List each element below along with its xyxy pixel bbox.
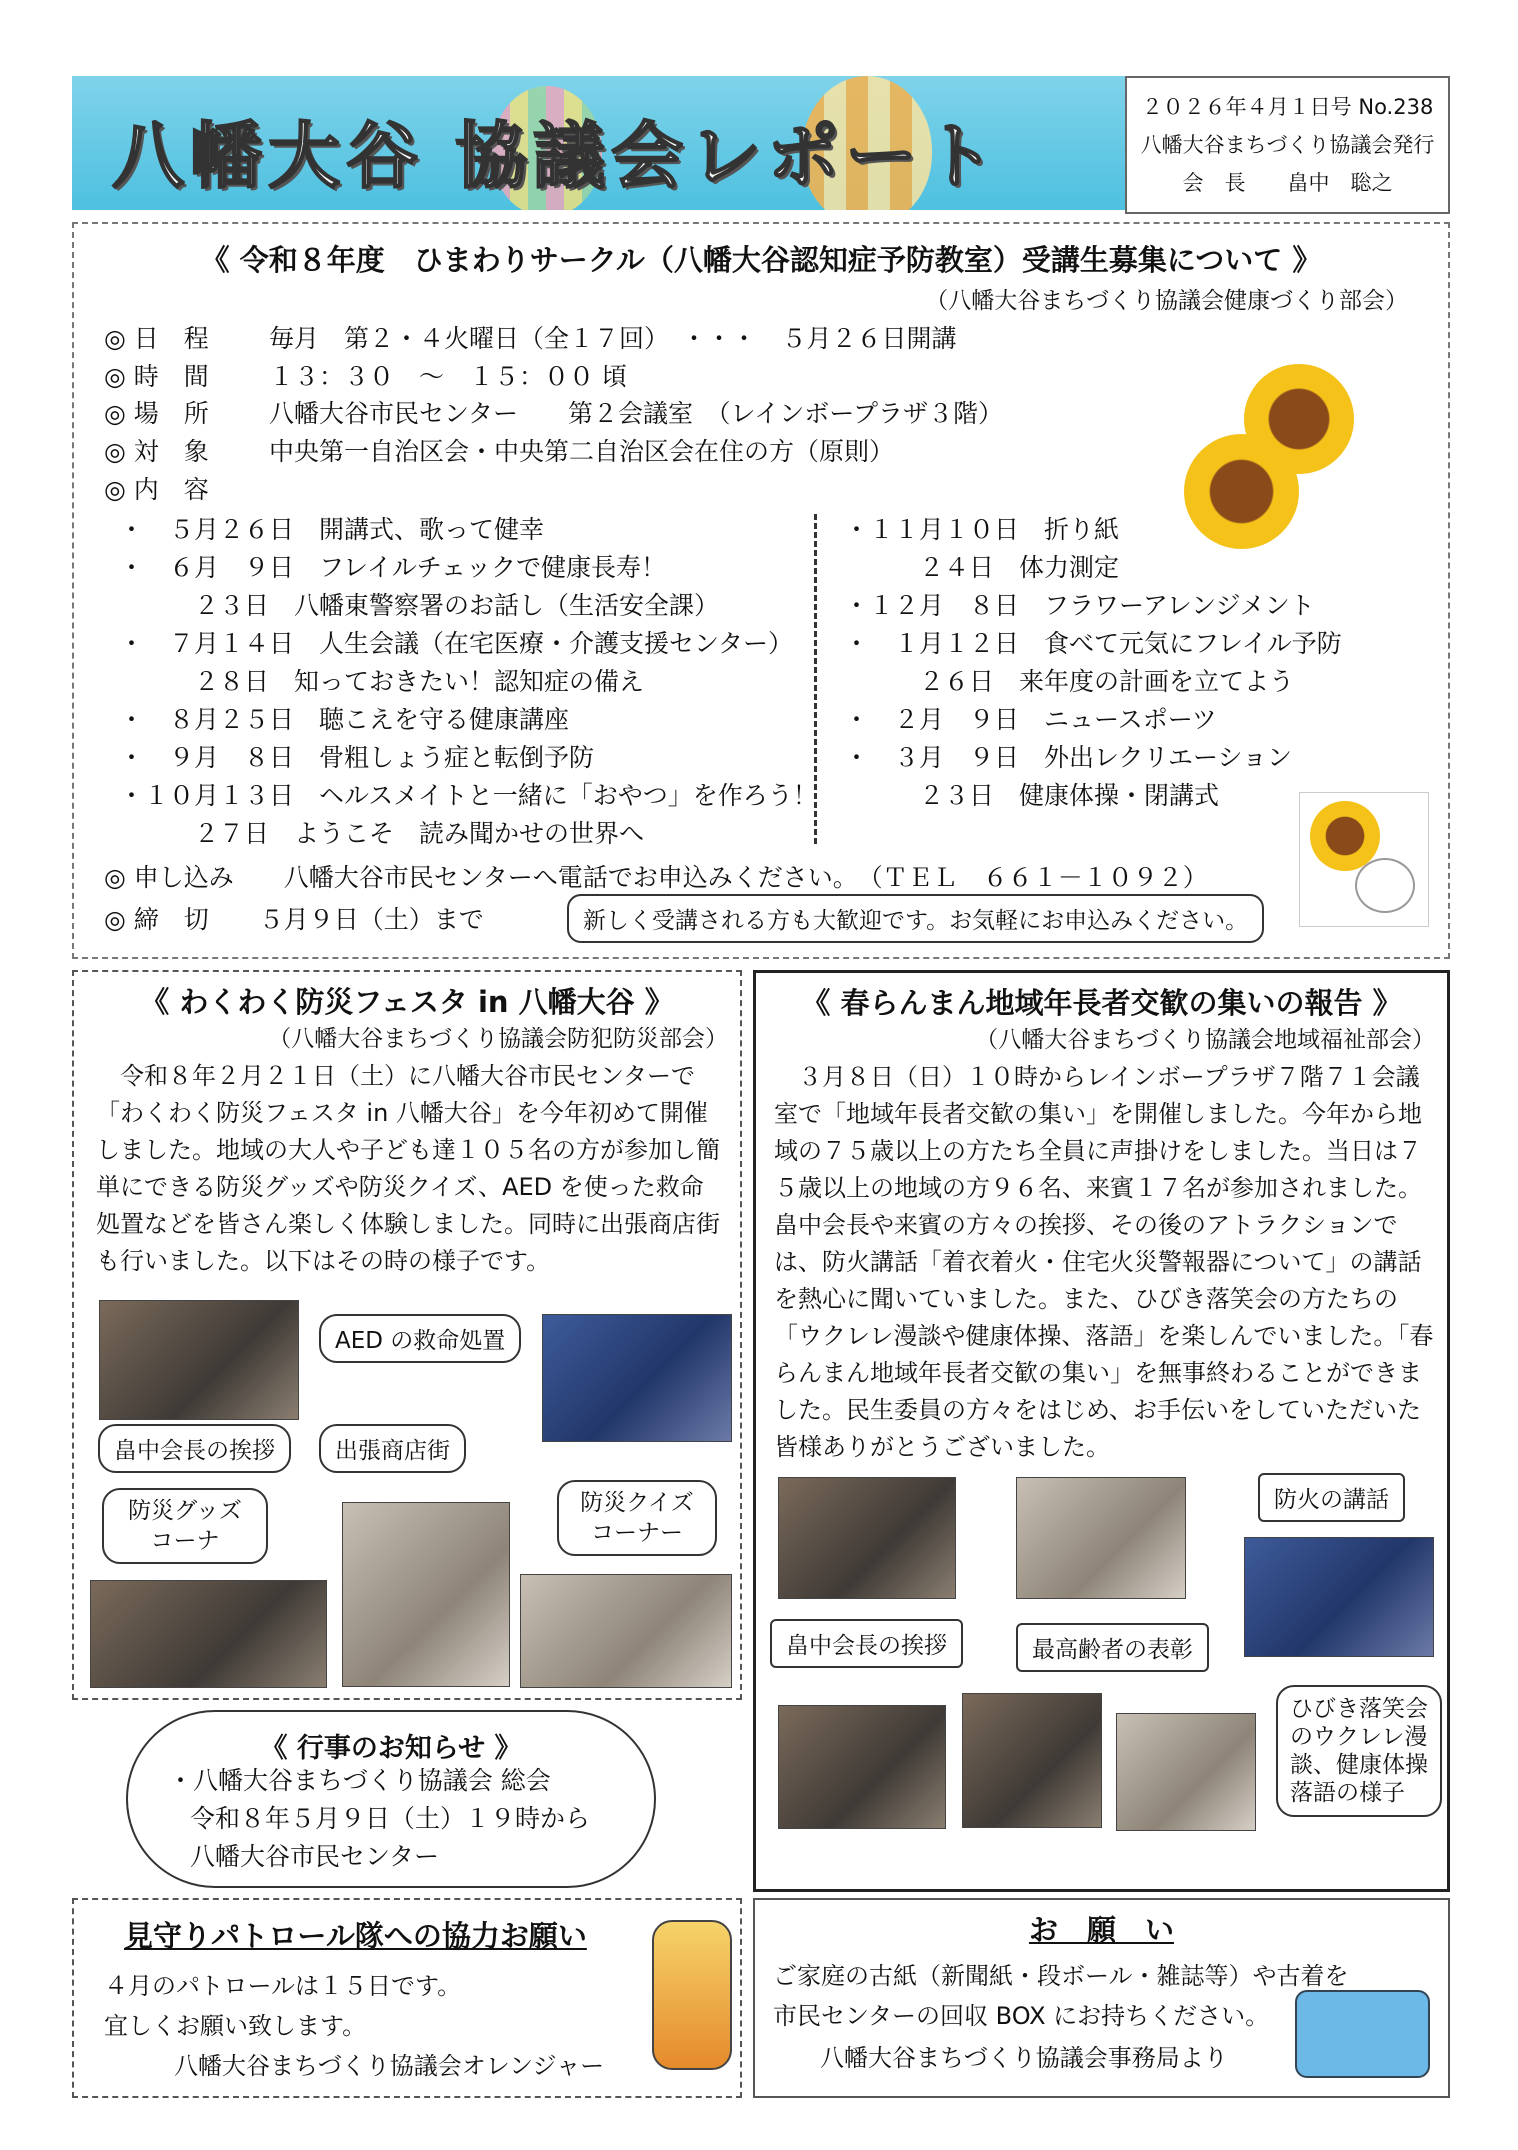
info-row: ◎ 時 間 １３：３０ ～ １５：００ 頃: [104, 361, 627, 391]
info-row: ◎ 内 容: [104, 474, 209, 504]
photo: [1244, 1537, 1434, 1657]
caption-bubble: ひびき落笑会 のウクレレ漫 談、健康体操 落語の様子: [1276, 1685, 1442, 1817]
section-title: 《 春らんまん地域年長者交歓の集いの報告 》: [801, 986, 1402, 1020]
section-dept: （八幡大谷まちづくり協議会地域福祉部会）: [975, 1027, 1435, 1053]
caption-box: 畠中会長の挨拶: [770, 1619, 963, 1668]
schedule-item: ・１２月 ８日 フラワーアレンジメント: [844, 591, 1315, 620]
schedule-item: ・１１月１０日 折り紙: [844, 515, 1120, 544]
caption-box: 防火の講話: [1258, 1473, 1405, 1522]
request-line: 八幡大谷まちづくり協議会事務局より: [820, 2044, 1228, 2072]
recycle-truck-icon: [1295, 1990, 1430, 2078]
publisher: 八幡大谷まちづくり協議会発行: [1140, 133, 1435, 157]
photo: [1116, 1713, 1256, 1831]
masthead-banner: [72, 76, 1125, 210]
event-line: 八幡大谷市民センター: [190, 1842, 440, 1871]
patrol-line: 八幡大谷まちづくり協議会オレンジャー: [174, 2052, 605, 2080]
sunflower-circle-section: [72, 222, 1450, 959]
schedule-item: ２３日 八幡東警察署のお話し（生活安全課）: [119, 591, 720, 620]
section-title: 《 令和８年度 ひまわりサークル（八幡大谷認知症予防教室）受講生募集について 》: [200, 243, 1322, 277]
caption-bubble: 出張商店街: [319, 1424, 466, 1473]
info-row: ◎ 対 象 中央第一自治区会・中央第二自治区会在住の方（原則）: [104, 437, 895, 467]
schedule-item: ２７日 ようこそ 読み聞かせの世界へ: [119, 819, 645, 848]
issue-number: ２０２６年４月１日号 No.238: [1141, 95, 1434, 119]
deadline-info: ◎ 締 切 ５月９日（土）まで: [104, 905, 484, 934]
welcome-bubble: 新しく受講される方も大歓迎です。お気軽にお申込みください。: [567, 894, 1264, 943]
photo: [778, 1705, 946, 1829]
info-rows: [104, 320, 1003, 509]
photo: [520, 1574, 732, 1688]
schedule-item: ２６日 来年度の計画を立てよう: [844, 667, 1295, 696]
event-title: 《 行事のお知らせ 》: [260, 1733, 522, 1764]
caption-bubble: 防災クイズ コーナー: [557, 1480, 717, 1556]
event-notice-cloud: [126, 1710, 656, 1888]
photo: [542, 1314, 732, 1442]
event-line: 令和８年５月９日（土）１９時から: [190, 1804, 591, 1833]
schedule-item: ・１０月１３日 ヘルスメイトと一緒に「おやつ」を作ろう！: [119, 781, 818, 810]
bousai-festa-section: [72, 970, 742, 1700]
schedule-item: ・ ６月 ９日 フレイルチェックで健康長寿！: [119, 553, 667, 582]
article-body: 令和８年２月２１日（土）に八幡大谷市民センターで「わくわく防災フェスタ in 八幡大谷」を今年初めて開催しました。地域の大人や子ども達１０５名の方が参加し簡単にできる防災グッズや防災クイズ、AED を使った救命処置などを皆さん楽しく体験しました。同時に出張商店街も行いました。以下はその時の様子です。: [96, 1062, 720, 1275]
event-line: ・八幡大谷まちづくり協議会 総会: [168, 1766, 551, 1795]
chairperson: 会 長 畠中 聡之: [1182, 171, 1393, 195]
section-dept: （八幡大谷まちづくり協議会防犯防災部会）: [268, 1026, 728, 1052]
patrol-line: ４月のパトロールは１５日です。: [104, 1972, 462, 2000]
info-row: ◎ 日 程 毎月 第２・４火曜日（全１７回） ・・・ ５月２６日開講: [104, 324, 957, 353]
schedule-item: ・ ３月 ９日 外出レクリエーション: [844, 743, 1293, 772]
section-dept: （八幡大谷まちづくり協議会健康づくり部会）: [925, 288, 1408, 314]
schedule-item: ２３日 健康体操・閉講式: [844, 781, 1220, 810]
section-title: 《 わくわく防災フェスタ in 八幡大谷 》: [140, 985, 674, 1019]
apply-info: ◎ 申し込み 八幡大谷市民センターへ電話でお申込みください。 （ＴＥＬ ６６１－１０９２）: [104, 863, 1208, 892]
request-title: お 願 い: [1028, 1913, 1174, 1947]
schedule-item: ２４日 体力測定: [844, 553, 1120, 582]
patrol-title: 見守りパトロール隊への協力お願い: [124, 1919, 587, 1953]
schedule-item: ・ ９月 ８日 骨粗しょう症と転倒予防: [119, 743, 595, 772]
photo: [1016, 1477, 1186, 1599]
schedule-item: ２８日 知っておきたい！認知症の備え: [119, 667, 645, 696]
issue-info: [1125, 76, 1450, 214]
article-body: ３月８日（日）１０時からレインボープラザ７階７１会議室で「地域年長者交歓の集い」を開催しました。今年から地域の７５歳以上の方たち全員に声掛けをしました。当日は７５歳以上の地域の方９６名、来賓１７名が参加されました。畠中会長や来賓の方々の挨拶、その後のアトラクションでは、防火講話「着衣着火・住宅火災警報器について」の講話を熱心に聞いていました。また、ひびき落笑会の方たちの「ウクレレ漫談や健康体操、落語」を楽しんでいました。「春らんまん地域年長者交歓の集い」を無事終わることができました。民生委員の方々をはじめ、お手伝いをしていただいた皆様ありがとうございました。: [774, 1063, 1434, 1461]
column-divider: [814, 514, 817, 844]
request-line: ご家庭の古紙（新聞紙・段ボール・雑誌等）や古着を: [773, 1962, 1349, 1990]
caption-box: 最高齢者の表彰: [1016, 1623, 1209, 1672]
photo: [342, 1502, 510, 1687]
caption-bubble: 防災グッズ コーナ: [102, 1488, 268, 1564]
request-section: [753, 1898, 1450, 2098]
schedule-item: ・ ８月２５日 聴こえを守る健康講座: [119, 705, 570, 734]
elders-gathering-section: [753, 970, 1450, 1892]
sunflower-icon: [1184, 434, 1299, 549]
schedule-item: ・ ５月２６日 開講式、歌って健幸: [119, 515, 545, 544]
caption-bubble: AED の救命処置: [319, 1314, 521, 1363]
info-row: ◎ 場 所 八幡大谷市民センター 第２会議室 （レインボープラザ３階）: [104, 399, 1004, 429]
patrol-line: 宜しくお願い致します。: [104, 2012, 367, 2040]
photo: [99, 1300, 299, 1420]
photo: [778, 1477, 956, 1599]
request-line: 市民センターの回収 BOX にお持ちください。: [773, 2002, 1270, 2030]
patrol-section: [72, 1898, 742, 2098]
schedule-item: ・ ７月１４日 人生会議（在宅医療・介護支援センター）: [119, 629, 794, 658]
schedule-item: ・ ２月 ９日 ニュースポーツ: [844, 705, 1217, 734]
orange-mascot-icon: [652, 1920, 732, 2070]
schedule-item: ・ １月１２日 食べて元気にフレイル予防: [844, 629, 1342, 658]
photo: [90, 1580, 327, 1688]
masthead-title: 八幡大谷 協議会レポート: [112, 114, 1002, 198]
rabbit-mascot-icon: [1299, 792, 1429, 927]
photo: [962, 1693, 1102, 1828]
caption-bubble: 畠中会長の挨拶: [98, 1424, 291, 1473]
